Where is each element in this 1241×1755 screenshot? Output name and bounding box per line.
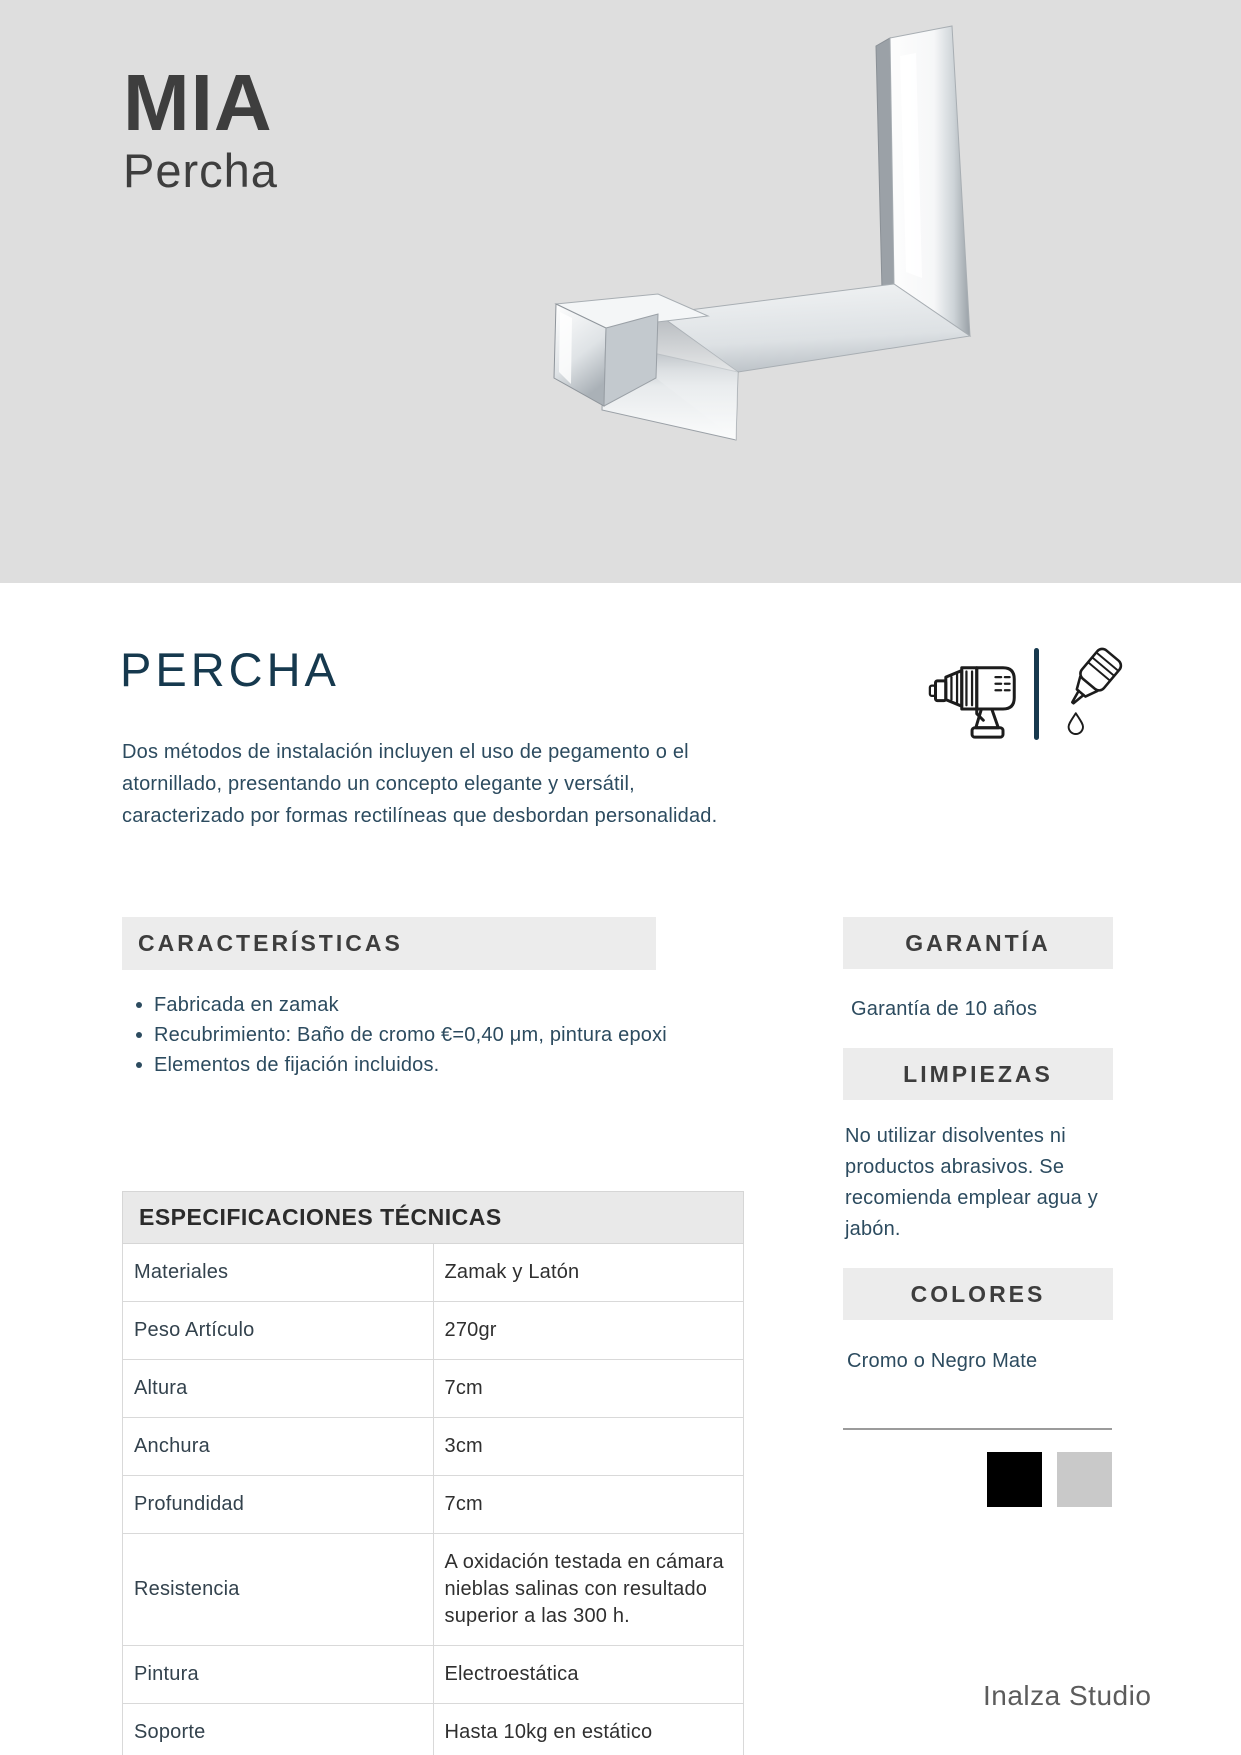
color-swatch-negro-mate xyxy=(987,1452,1042,1507)
color-swatch-cromo xyxy=(1057,1452,1112,1507)
product-photo-hook xyxy=(538,16,980,452)
section-header-garantia xyxy=(843,917,1113,969)
spec-value: 7cm xyxy=(433,1476,744,1534)
installation-icons xyxy=(928,644,1135,744)
spec-value: 270gr xyxy=(433,1302,744,1360)
brand-subtitle: Percha xyxy=(123,144,278,197)
spec-label: Anchura xyxy=(123,1418,434,1476)
spec-value: Electroestática xyxy=(433,1646,744,1704)
spec-table-row xyxy=(123,1704,744,1755)
spec-label: Altura xyxy=(123,1360,434,1418)
garantia-title: GARANTÍA xyxy=(905,929,1051,956)
page-title: PERCHA xyxy=(120,643,340,696)
spec-table-header-row xyxy=(123,1192,744,1244)
spec-value: Zamak y Latón xyxy=(433,1244,744,1302)
spec-value: Hasta 10kg en estático xyxy=(433,1704,744,1755)
spec-table-row xyxy=(123,1534,744,1646)
spec-table-row xyxy=(123,1244,744,1302)
drill-icon xyxy=(928,648,1018,740)
colores-divider xyxy=(843,1428,1112,1430)
glue-icon xyxy=(1055,644,1135,744)
product-description: Dos métodos de instalación incluyen el uso de pegamento o el atornillado, presentando un concepto elegante y versátil, caracterizado por formas rectilíneas que desbordan personalidad. xyxy=(122,741,718,827)
hero-band xyxy=(0,0,1241,583)
spec-table-row xyxy=(123,1418,744,1476)
spec-table-row xyxy=(123,1360,744,1418)
brand-name: MIA xyxy=(123,58,273,147)
section-header-colores xyxy=(843,1268,1113,1320)
spec-table-row xyxy=(123,1646,744,1704)
spec-table-row xyxy=(123,1302,744,1360)
color-swatches xyxy=(843,1452,1112,1507)
spec-table xyxy=(122,1191,744,1755)
caracteristicas-list xyxy=(132,990,732,1080)
colores-text: Cromo o Negro Mate xyxy=(847,1350,1038,1372)
limpiezas-text: No utilizar disolventes ni productos abrasivos. Se recomienda emplear agua y jabón. xyxy=(845,1125,1098,1240)
section-header-limpiezas xyxy=(843,1048,1113,1100)
spec-label: Resistencia xyxy=(123,1534,434,1646)
spec-table-row xyxy=(123,1476,744,1534)
spec-table-body xyxy=(123,1244,744,1755)
spec-label: Materiales xyxy=(123,1244,434,1302)
brand-block xyxy=(123,58,278,197)
spec-label: Soporte xyxy=(123,1704,434,1755)
caracteristica-item: Elementos de fijación incluidos. xyxy=(132,1050,732,1080)
caracteristica-item: Recubrimiento: Baño de cromo €=0,40 μm, pintura epoxi xyxy=(132,1020,732,1050)
garantia-text: Garantía de 10 años xyxy=(851,998,1038,1020)
icon-separator xyxy=(1034,648,1039,740)
spec-table-title: ESPECIFICACIONES TÉCNICAS xyxy=(123,1192,744,1244)
spec-label: Profundidad xyxy=(123,1476,434,1534)
spec-label: Pintura xyxy=(123,1646,434,1704)
spec-value: 7cm xyxy=(433,1360,744,1418)
spec-label: Peso Artículo xyxy=(123,1302,434,1360)
caracteristicas-title: CARACTERÍSTICAS xyxy=(138,930,403,956)
section-header-caracteristicas xyxy=(122,917,656,970)
limpiezas-title: LIMPIEZAS xyxy=(903,1060,1053,1087)
spec-value: A oxidación testada en cámara nieblas salinas con resultado superior a las 300 h. xyxy=(433,1534,744,1646)
studio-credit: Inalza Studio xyxy=(983,1680,1152,1711)
caracteristica-item: Fabricada en zamak xyxy=(132,990,732,1020)
colores-title: COLORES xyxy=(910,1280,1046,1307)
spec-value: 3cm xyxy=(433,1418,744,1476)
